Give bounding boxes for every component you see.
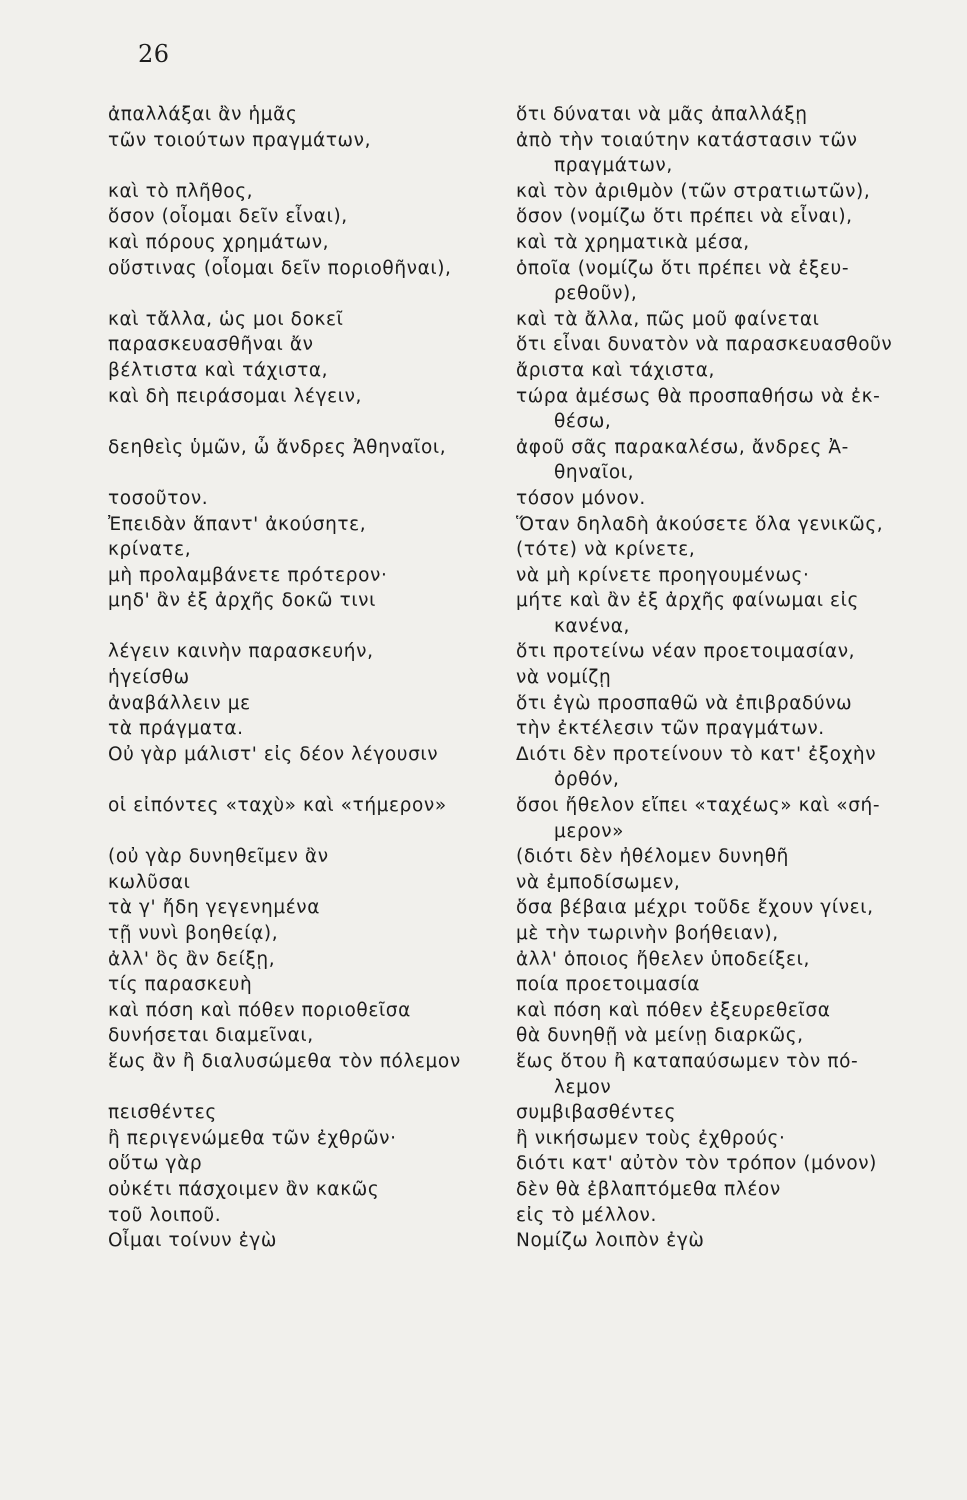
right-line: ὅτι ἐγὼ προσπαθῶ νὰ ἐπιβραδύνω: [516, 692, 853, 714]
left-line: ἡγείσθω: [108, 667, 190, 689]
left-line: Οὐ γὰρ μάλιστ' εἰς δέον λέγουσιν: [108, 743, 439, 765]
left-line: μὴ προλαμβάνετε πρότερον·: [108, 564, 388, 586]
right-line: ὅτι δύναται νὰ μᾶς ἀπαλλάξῃ: [516, 104, 808, 125]
left-line: [108, 614, 500, 640]
ancient-greek-column: [108, 102, 500, 1254]
left-line: [108, 281, 500, 307]
right-line: διότι κατ' αὐτὸν τὸν τρόπον (μόνον): [516, 1153, 878, 1175]
left-line: οἱ εἰπόντες «ταχὺ» καὶ «τήμερον»: [108, 795, 447, 817]
right-line: δὲν θὰ ἐβλαπτόμεθα πλέον: [516, 1178, 781, 1200]
right-line: (τότε) νὰ κρίνετε,: [516, 539, 696, 561]
right-line: ὁποῖα (νομίζω ὅτι πρέπει νὰ ἐξευ-: [516, 257, 850, 279]
left-line: καὶ πόση καὶ πόθεν ποριοθεῖσα: [108, 999, 411, 1021]
right-line: νὰ ἐμποδίσωμεν,: [516, 871, 681, 893]
right-line: μὲ τὴν τωρινὴν βοήθειαν),: [516, 923, 779, 944]
modern-greek-translation-column: [516, 102, 946, 1254]
right-line: λεμον: [554, 1076, 612, 1098]
right-line: ὅσον (νομίζω ὅτι πρέπει νὰ εἶναι),: [516, 206, 853, 228]
left-line: καὶ τἄλλα, ὡς μοι δοκεῖ: [108, 308, 344, 330]
left-line: τῇ νυνὶ βοηθείᾳ),: [108, 923, 279, 944]
left-line: [108, 460, 500, 486]
left-line: καὶ πόρους χρημάτων,: [108, 231, 330, 253]
right-line: ὅτι προτείνω νέαν προετοιμασίαν,: [516, 641, 856, 663]
right-line: (διότι δὲν ἠθέλομεν δυνηθῆ: [516, 846, 789, 868]
left-line: τίς παρασκευὴ: [108, 974, 253, 996]
right-line: νὰ μὴ κρίνετε προηγουμένως·: [516, 564, 810, 586]
right-line: ὅσα βέβαια μέχρι τοῦδε ἔχουν γίνει,: [516, 897, 874, 919]
right-line: τώρα ἀμέσως θὰ προσπαθήσω νὰ ἐκ-: [516, 385, 881, 407]
left-line: δεηθεὶς ὑμῶν, ὦ ἄνδρες Ἀθηναῖοι,: [108, 436, 447, 458]
left-line: [108, 1075, 500, 1101]
left-line: λέγειν καινὴν παρασκευήν,: [108, 641, 374, 663]
right-line: ἢ νικήσωμεν τοὺς ἐχθρούς·: [516, 1127, 786, 1149]
left-line: κωλῦσαι: [108, 871, 191, 893]
left-line: μηδ' ἂν ἐξ ἀρχῆς δοκῶ τινι: [108, 590, 376, 612]
left-line: [108, 153, 500, 179]
right-line: κανένα,: [554, 615, 631, 637]
left-line: ἢ περιγενώμεθα τῶν ἐχθρῶν·: [108, 1127, 397, 1149]
left-line: τοῦ λοιποῦ.: [108, 1204, 222, 1226]
right-line: καὶ πόση καὶ πόθεν ἐξευρεθεῖσα: [516, 999, 831, 1021]
right-line: τόσον μόνον.: [516, 487, 646, 509]
right-line: μερον»: [554, 820, 625, 842]
left-line: καὶ τὸ πλῆθος,: [108, 180, 254, 202]
right-line: ἀλλ' ὁποιος ἤθελεν ὑποδείξει,: [516, 948, 810, 970]
left-line: ἀπαλλάξαι ἂν ἡμᾶς: [108, 104, 298, 125]
right-line: νὰ νομίζῃ: [516, 667, 612, 689]
left-line: τὰ πράγματα.: [108, 718, 244, 740]
right-line: εἰς τὸ μέλλον.: [516, 1204, 657, 1226]
right-line: θέσω,: [554, 411, 612, 433]
right-line: ἄριστα καὶ τάχιστα,: [516, 359, 715, 381]
left-line: κρίνατε,: [108, 539, 192, 561]
left-line: (οὐ γὰρ δυνηθεῖμεν ἂν: [108, 846, 329, 868]
left-line: τὰ γ' ἤδη γεγενημένα: [108, 897, 321, 919]
right-line: ὀρθόν,: [554, 769, 620, 791]
left-line: δυνήσεται διαμεῖναι,: [108, 1025, 314, 1047]
right-line: ἀπὸ τὴν τοιαύτην κατάστασιν τῶν: [516, 129, 858, 151]
right-line: μήτε καὶ ἂν ἐξ ἀρχῆς φαίνωμαι εἰς: [516, 590, 859, 612]
right-line: ὅσοι ἤθελον εἴπει «ταχέως» καὶ «σή-: [516, 795, 881, 817]
right-line: Νομίζω λοιπὸν ἐγὼ: [516, 1230, 705, 1252]
left-line: [108, 409, 500, 435]
left-line: ἕως ἂν ἢ διαλυσώμεθα τὸν πόλεμον: [108, 1050, 461, 1072]
right-line: πραγμάτων,: [554, 155, 673, 177]
right-line: ρεθοῦν),: [554, 283, 638, 305]
left-line: ἀλλ' ὃς ἂν δείξῃ,: [108, 948, 276, 970]
left-line: καὶ δὴ πειράσομαι λέγειν,: [108, 385, 363, 407]
left-line: παρασκευασθῆναι ἄν: [108, 334, 314, 356]
right-line: καὶ τὸν ἀριθμὸν (τῶν στρατιωτῶν),: [516, 180, 871, 202]
left-line: βέλτιστα καὶ τάχιστα,: [108, 359, 329, 381]
left-line: πεισθέντες: [108, 1102, 217, 1124]
right-line: καὶ τὰ ἄλλα, πῶς μοῦ φαίνεται: [516, 308, 820, 330]
left-line: τῶν τοιούτων πραγμάτων,: [108, 129, 372, 151]
page-number: 26: [138, 40, 170, 68]
right-line: Διότι δὲν προτείνουν τὸ κατ' ἐξοχὴν: [516, 743, 877, 765]
left-line: ἀναβάλλειν με: [108, 692, 251, 714]
right-line: ἕως ὅτου ἢ καταπαύσωμεν τὸν πό-: [516, 1050, 859, 1072]
right-line: ὅτι εἶναι δυνατὸν νὰ παρασκευασθοῦν: [516, 334, 893, 356]
left-line: οὐκέτι πάσχοιμεν ἂν κακῶς: [108, 1178, 380, 1200]
left-line: οὕστινας (οἶομαι δεῖν ποριοθῆναι),: [108, 257, 452, 279]
right-line: συμβιβασθέντες: [516, 1102, 677, 1124]
right-line: ποία προετοιμασία: [516, 974, 701, 996]
right-line: ἀφοῦ σᾶς παρακαλέσω, ἄνδρες Ἀ-: [516, 436, 849, 458]
left-line: Οἶμαι τοίνυν ἐγὼ: [108, 1230, 277, 1252]
left-line: Ἐπειδὰν ἅπαντ' ἀκούσητε,: [108, 513, 367, 535]
left-line: τοσοῦτον.: [108, 487, 209, 509]
right-line: Ὅταν δηλαδὴ ἀκούσετε ὅλα γενικῶς,: [516, 513, 884, 535]
left-line: [108, 767, 500, 793]
right-line: θηναῖοι,: [554, 462, 635, 484]
right-line: θὰ δυνηθῇ νὰ μείνῃ διαρκῶς,: [516, 1025, 804, 1047]
left-line: [108, 819, 500, 845]
right-line: καὶ τὰ χρηματικὰ μέσα,: [516, 231, 750, 253]
left-line: ὅσον (οἶομαι δεῖν εἶναι),: [108, 206, 348, 228]
left-line: οὕτω γὰρ: [108, 1153, 203, 1175]
right-line: τὴν ἐκτέλεσιν τῶν πραγμάτων.: [516, 718, 825, 740]
